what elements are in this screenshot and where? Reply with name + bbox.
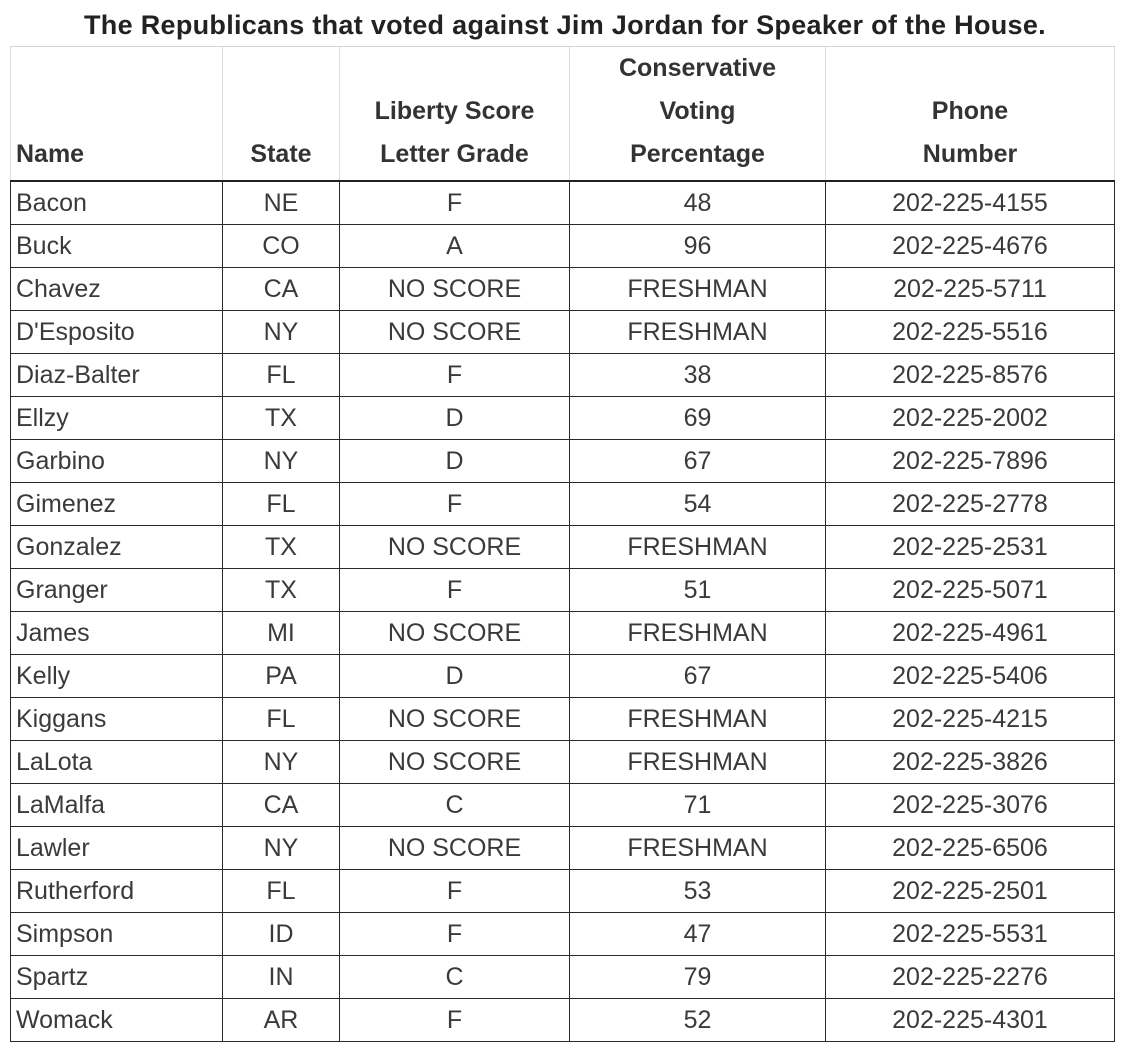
cell-voting-percentage: 48 — [570, 181, 826, 225]
cell-liberty-grade: F — [340, 913, 570, 956]
cell-liberty-grade: F — [340, 999, 570, 1042]
table-row — [11, 913, 1115, 956]
cell-liberty-grade: F — [340, 181, 570, 225]
cell-name: Gonzalez — [11, 526, 223, 569]
cell-name: Gimenez — [11, 483, 223, 526]
cell-state: CO — [223, 225, 340, 268]
header-state-label: State — [250, 140, 312, 168]
cell-liberty-grade: A — [340, 225, 570, 268]
cell-voting-percentage: 96 — [570, 225, 826, 268]
table-row — [11, 440, 1115, 483]
cell-liberty-grade: C — [340, 956, 570, 999]
table-row — [11, 181, 1115, 225]
cell-state: MI — [223, 612, 340, 655]
cell-liberty-grade: F — [340, 569, 570, 612]
representatives-table — [10, 47, 1115, 1042]
cell-voting-percentage: 54 — [570, 483, 826, 526]
cell-liberty-grade: C — [340, 784, 570, 827]
cell-phone-number: 202-225-2276 — [826, 956, 1115, 999]
cell-state: TX — [223, 526, 340, 569]
cell-state: AR — [223, 999, 340, 1042]
header-voting-percentage-line2: Voting — [659, 97, 736, 125]
table-row — [11, 354, 1115, 397]
cell-liberty-grade: NO SCORE — [340, 698, 570, 741]
cell-voting-percentage: FRESHMAN — [570, 526, 826, 569]
header-phone-number-line2: Number — [922, 140, 1018, 168]
cell-phone-number: 202-225-6506 — [826, 827, 1115, 870]
header-phone-number-line1: Phone — [931, 97, 1009, 125]
header-liberty-grade-line1: Liberty Score — [374, 97, 535, 125]
cell-phone-number: 202-225-5711 — [826, 268, 1115, 311]
cell-phone-number: 202-225-2002 — [826, 397, 1115, 440]
cell-state: FL — [223, 870, 340, 913]
header-liberty-grade-line2: Letter Grade — [380, 140, 529, 168]
cell-name: LaLota — [11, 741, 223, 784]
cell-voting-percentage: 79 — [570, 956, 826, 999]
cell-phone-number: 202-225-4215 — [826, 698, 1115, 741]
header-voting-percentage-line3: Percentage — [630, 140, 765, 168]
table-row — [11, 526, 1115, 569]
cell-phone-number: 202-225-7896 — [826, 440, 1115, 483]
cell-state: CA — [223, 784, 340, 827]
header-name-label: Name — [16, 140, 85, 168]
table-row — [11, 827, 1115, 870]
table-row — [11, 268, 1115, 311]
cell-state: TX — [223, 397, 340, 440]
cell-name: Chavez — [11, 268, 223, 311]
cell-state: NE — [223, 181, 340, 225]
cell-state: FL — [223, 698, 340, 741]
cell-state: NY — [223, 827, 340, 870]
header-liberty-grade — [340, 47, 570, 181]
cell-name: Kelly — [11, 655, 223, 698]
cell-phone-number: 202-225-5531 — [826, 913, 1115, 956]
cell-liberty-grade: NO SCORE — [340, 827, 570, 870]
cell-state: ID — [223, 913, 340, 956]
cell-voting-percentage: FRESHMAN — [570, 698, 826, 741]
cell-liberty-grade: D — [340, 440, 570, 483]
cell-phone-number: 202-225-4301 — [826, 999, 1115, 1042]
table-row — [11, 397, 1115, 440]
cell-voting-percentage: FRESHMAN — [570, 311, 826, 354]
cell-phone-number: 202-225-4155 — [826, 181, 1115, 225]
cell-liberty-grade: NO SCORE — [340, 741, 570, 784]
table-row — [11, 612, 1115, 655]
cell-state: FL — [223, 354, 340, 397]
cell-liberty-grade: F — [340, 354, 570, 397]
header-state — [223, 47, 340, 181]
cell-voting-percentage: FRESHMAN — [570, 827, 826, 870]
cell-state: CA — [223, 268, 340, 311]
cell-name: Lawler — [11, 827, 223, 870]
cell-voting-percentage: 38 — [570, 354, 826, 397]
cell-liberty-grade: F — [340, 483, 570, 526]
cell-state: NY — [223, 311, 340, 354]
cell-name: Bacon — [11, 181, 223, 225]
cell-state: TX — [223, 569, 340, 612]
cell-liberty-grade: NO SCORE — [340, 311, 570, 354]
cell-state: IN — [223, 956, 340, 999]
table-row — [11, 569, 1115, 612]
cell-phone-number: 202-225-5406 — [826, 655, 1115, 698]
cell-name: Spartz — [11, 956, 223, 999]
cell-name: Buck — [11, 225, 223, 268]
cell-state: NY — [223, 440, 340, 483]
cell-phone-number: 202-225-2778 — [826, 483, 1115, 526]
cell-phone-number: 202-225-2501 — [826, 870, 1115, 913]
cell-liberty-grade: NO SCORE — [340, 268, 570, 311]
cell-name: Womack — [11, 999, 223, 1042]
cell-phone-number: 202-225-3076 — [826, 784, 1115, 827]
cell-phone-number: 202-225-5516 — [826, 311, 1115, 354]
header-voting-percentage-line1: Conservative — [618, 54, 777, 82]
cell-phone-number: 202-225-5071 — [826, 569, 1115, 612]
table-row — [11, 698, 1115, 741]
table-row — [11, 741, 1115, 784]
sheet-title: The Republicans that voted against Jim Jordan for Speaker of the House. — [84, 10, 1046, 40]
table-row — [11, 655, 1115, 698]
cell-liberty-grade: F — [340, 870, 570, 913]
cell-liberty-grade: D — [340, 397, 570, 440]
cell-name: Simpson — [11, 913, 223, 956]
cell-name: Diaz-Balter — [11, 354, 223, 397]
cell-phone-number: 202-225-4961 — [826, 612, 1115, 655]
table-body — [11, 181, 1115, 1042]
cell-name: LaMalfa — [11, 784, 223, 827]
cell-liberty-grade: D — [340, 655, 570, 698]
table-row — [11, 311, 1115, 354]
cell-name: Kiggans — [11, 698, 223, 741]
cell-state: FL — [223, 483, 340, 526]
cell-state: NY — [223, 741, 340, 784]
cell-phone-number: 202-225-4676 — [826, 225, 1115, 268]
cell-phone-number: 202-225-8576 — [826, 354, 1115, 397]
header-voting-percentage — [570, 47, 826, 181]
cell-name: Rutherford — [11, 870, 223, 913]
cell-voting-percentage: 47 — [570, 913, 826, 956]
cell-phone-number: 202-225-2531 — [826, 526, 1115, 569]
cell-voting-percentage: 53 — [570, 870, 826, 913]
cell-liberty-grade: NO SCORE — [340, 612, 570, 655]
cell-name: Garbino — [11, 440, 223, 483]
header-row — [11, 47, 1115, 181]
cell-liberty-grade: NO SCORE — [340, 526, 570, 569]
header-phone-number — [826, 47, 1115, 181]
header-name — [11, 47, 223, 181]
table-row — [11, 225, 1115, 268]
cell-voting-percentage: 67 — [570, 655, 826, 698]
cell-name: D'Esposito — [11, 311, 223, 354]
cell-voting-percentage: FRESHMAN — [570, 268, 826, 311]
table-row — [11, 483, 1115, 526]
cell-phone-number: 202-225-3826 — [826, 741, 1115, 784]
table-row — [11, 956, 1115, 999]
cell-voting-percentage: FRESHMAN — [570, 612, 826, 655]
table-row — [11, 784, 1115, 827]
table-row — [11, 870, 1115, 913]
cell-voting-percentage: 51 — [570, 569, 826, 612]
cell-voting-percentage: 67 — [570, 440, 826, 483]
cell-voting-percentage: 71 — [570, 784, 826, 827]
cell-voting-percentage: 52 — [570, 999, 826, 1042]
cell-name: James — [11, 612, 223, 655]
cell-voting-percentage: FRESHMAN — [570, 741, 826, 784]
cell-state: PA — [223, 655, 340, 698]
table-row — [11, 999, 1115, 1042]
cell-voting-percentage: 69 — [570, 397, 826, 440]
cell-name: Granger — [11, 569, 223, 612]
cell-name: Ellzy — [11, 397, 223, 440]
